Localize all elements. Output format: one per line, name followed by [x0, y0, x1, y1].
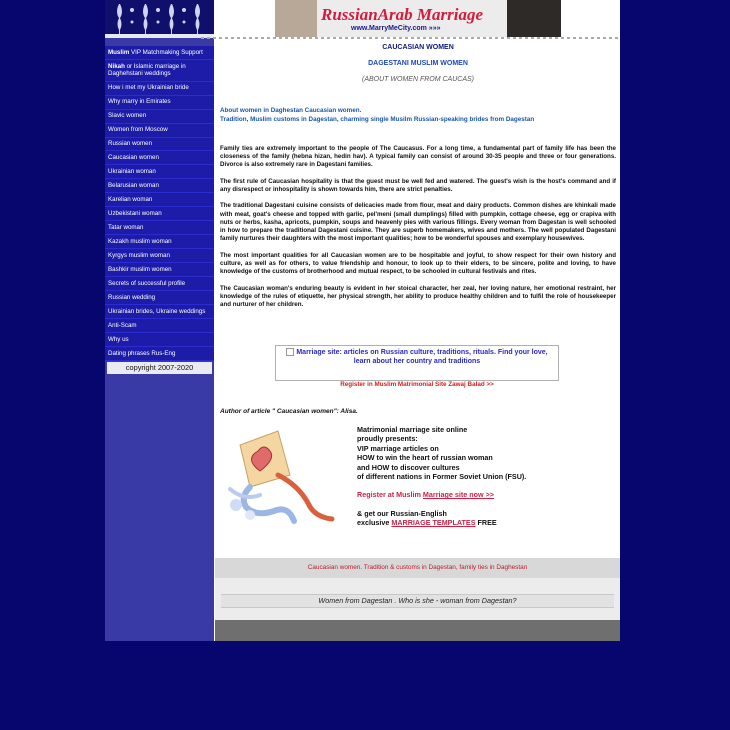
- sidebar-item-label: Bashkir muslim women: [108, 266, 172, 274]
- sidebar-item-label: Kazakh muslim woman: [108, 238, 172, 246]
- promo-register-link[interactable]: Marriage site now >>: [422, 490, 495, 500]
- sidebar-item[interactable]: [105, 291, 214, 305]
- promo-block: [357, 425, 597, 528]
- sidebar-item[interactable]: [105, 179, 214, 193]
- sidebar-item[interactable]: [105, 96, 214, 110]
- paragraph-cuisine: The traditional Dagestani cuisine consists of delicacies made from flour, meat and dairy products. Common dishes are khinkali made with meat, goat's cheese and topped with garlic, pel'meni (small dumplings) filled with pumpkin, cottage cheese, egg or crapiva with nuts or herbs, kasha, apricots, pumpkin, soups and heavenly pies with various fillings. Every woman from Dagestan is well schooled in how to prepare the traditional Dagestani cuisine. They are superb homemakers, wives and mothers. The well populated Dagestani family nurtures their daughters with the most important qualities; how to be wonderful spouses and exemplary housewives.: [220, 202, 616, 243]
- sidebar-item-label: Slavic women: [108, 112, 147, 120]
- paragraph-hospitality: The first rule of Caucasian hospitality is that the guest must be well fed and watered. The guest's wish is the host's command and if any disrespect or inhospitality is shown towards him, there are strict penalties.: [220, 177, 616, 193]
- top-banner[interactable]: [275, 0, 561, 37]
- sidebar-item-label: Anti-Scam: [108, 322, 137, 330]
- promo-get-line: & get our Russian-English: [357, 508, 447, 518]
- sidebar-item-label: or Islamic marriage in Daghehstani weddings: [108, 62, 186, 78]
- footer-dark-bar: [215, 620, 620, 641]
- sidebar-item-label: Uzbekistani woman: [108, 210, 162, 218]
- marriage-site-banner-link[interactable]: [275, 345, 559, 381]
- promo-line-3: VIP marriage articles on: [357, 443, 439, 453]
- sidebar-item-label: Russian women: [108, 140, 153, 148]
- sidebar-item[interactable]: [105, 46, 214, 60]
- footer-area: [215, 578, 620, 620]
- paragraph-qualities: The most important qualities for all Caucasian women are to be hospitable and joyful, to show respect for their own history and culture, as well as for others, to value friendship and honour, to look up to their elders, to be sincere, polite and loving, to have knowledge of the customs of brotherhood and mutual respect, to be schooled in cultural festivals and rites.: [220, 251, 616, 276]
- sidebar-item-bold: Nikah: [108, 62, 125, 70]
- sidebar-item-label: Kyrgys muslim woman: [108, 252, 170, 260]
- sidebar-item[interactable]: [105, 333, 214, 347]
- sidebar-item[interactable]: [105, 347, 214, 361]
- article-content: [220, 42, 616, 310]
- register-zawaj-link[interactable]: Register in Muslim Matrimonial Site Zawaj Balad >>: [340, 381, 494, 388]
- promo-register-prefix: Register at Muslim: [357, 490, 423, 500]
- dotted-divider: [201, 37, 621, 39]
- author-name: Alisa.: [340, 408, 358, 415]
- author-prefix: Author of article " Caucasian women":: [220, 408, 341, 415]
- promo-line-4: HOW to win the heart of russian woman: [357, 453, 493, 463]
- sidebar-item[interactable]: [105, 319, 214, 333]
- sidebar-item-label: Russian wedding: [108, 294, 156, 302]
- banner-alt-text: Marriage site: articles on Russian culture, traditions, rituals. Find your love, learn about her country and traditions: [296, 349, 548, 365]
- sidebar-item[interactable]: [105, 110, 214, 124]
- banner-photo-woman: [507, 0, 561, 37]
- promo-templates-suffix: FREE: [475, 518, 497, 528]
- promo-templates-prefix: exclusive: [357, 518, 392, 528]
- sidebar-item-label: Ukrainian woman: [108, 168, 156, 176]
- page-subtitle: DAGESTANI MUSLIM WOMEN: [368, 60, 468, 67]
- promo-line-5: and HOW to discover cultures: [357, 462, 460, 472]
- sidebar-item-label: How i met my Ukrainian bride: [108, 84, 189, 92]
- broken-image-icon: [286, 348, 294, 356]
- sidebar-item[interactable]: [105, 165, 214, 179]
- sidebar-item-label: Dating phrases Rus-Eng: [108, 350, 176, 358]
- author-line: [220, 408, 358, 415]
- sidebar-item[interactable]: [105, 235, 214, 249]
- page-container: [105, 0, 620, 641]
- sidebar-item[interactable]: [105, 305, 214, 319]
- ornament-graphic: [105, 0, 214, 38]
- sidebar-item-label: Belarusian woman: [108, 182, 159, 190]
- promo-line-6: of different nations in Former Soviet Union (FSU).: [357, 472, 527, 482]
- sidebar-item-label: Secrets of successful profile: [108, 280, 186, 288]
- sidebar-item-bold: Muslim: [108, 48, 130, 56]
- kite-heart-illustration: [220, 425, 354, 529]
- sidebar-item[interactable]: [105, 221, 214, 235]
- sidebar-item[interactable]: [105, 207, 214, 221]
- promo-line-2: proudly presents:: [357, 434, 418, 444]
- left-column: [105, 0, 214, 641]
- footer-bar: Women from Dagestan . Who is she - woman from Dagestan?: [221, 594, 614, 608]
- sidebar-item-label: Caucasian women: [108, 154, 159, 162]
- banner-photo-man: [275, 0, 317, 37]
- sidebar-item-label: Women from Moscow: [108, 126, 168, 134]
- sidebar-item-label: Tatar woman: [108, 224, 144, 232]
- footer-caption: Caucasian women. Tradition & customs in Dagestan, family ties in Daghestan: [215, 558, 620, 578]
- sidebar-item-label: Ukrainian brides, Ukraine weddings: [108, 308, 206, 316]
- promo-register: [357, 490, 597, 499]
- sidebar-item[interactable]: [105, 60, 214, 82]
- sidebar-item[interactable]: [105, 82, 214, 96]
- side-nav: [105, 46, 214, 374]
- page-caption: (ABOUT WOMEN FROM CAUCAS): [362, 76, 474, 83]
- sidebar-item-label: Why marry in Emirates: [108, 98, 171, 106]
- sidebar-item[interactable]: [105, 124, 214, 138]
- page-title: CAUCASIAN WOMEN: [382, 44, 454, 51]
- sidebar-item[interactable]: [105, 277, 214, 291]
- intro-text: [220, 106, 616, 125]
- sidebar-item[interactable]: [105, 249, 214, 263]
- ornament-header: [105, 0, 214, 38]
- sidebar-item[interactable]: [105, 193, 214, 207]
- sidebar-item-label: VIP Matchmaking Support: [129, 48, 203, 56]
- kite-heart-icon: [220, 425, 354, 529]
- promo-templates-line: [357, 518, 597, 527]
- intro-line-2: Tradition, Muslim customs in Dagestan, charming single Musilm Russian-speaking brides from Dagestan: [220, 116, 535, 124]
- promo-templates-link[interactable]: MARRIAGE TEMPLATES: [391, 518, 476, 528]
- banner-url: www.MarryMeCity.com »»»: [351, 25, 441, 32]
- sidebar-item[interactable]: [105, 151, 214, 165]
- sidebar-item-label: Karelian woman: [108, 196, 153, 204]
- paragraph-beauty: The Caucasian woman's enduring beauty is evident in her stoical character, her zeal, her loving nature, her emotional restraint, her knowledge of the rules of etiquette, her physical strength, her ability to produce healthy children and to fulfil the role of housekeeper and nurturer of her children.: [220, 284, 616, 309]
- banner-title: RussianArab Marriage: [321, 5, 484, 24]
- intro-line-1: About women in Daghestan Caucasian women.: [220, 107, 362, 114]
- sidebar-item-label: Why us: [108, 336, 129, 344]
- promo-line-1: Matrimonial marriage site online: [357, 425, 468, 434]
- sidebar-item[interactable]: [105, 263, 214, 277]
- copyright-label: copyright 2007-2020: [107, 362, 212, 374]
- paragraph-family: Family ties are extremely important to the people of The Caucasus. For a long time, a fundamental part of family life has been the closeness of the family (hebna hizan, hedin hav). A typical family can consist of around 30-35 people and three or four generations. Divorce is also extremely rare in Dagestani families.: [220, 144, 616, 169]
- sidebar-item[interactable]: [105, 138, 214, 152]
